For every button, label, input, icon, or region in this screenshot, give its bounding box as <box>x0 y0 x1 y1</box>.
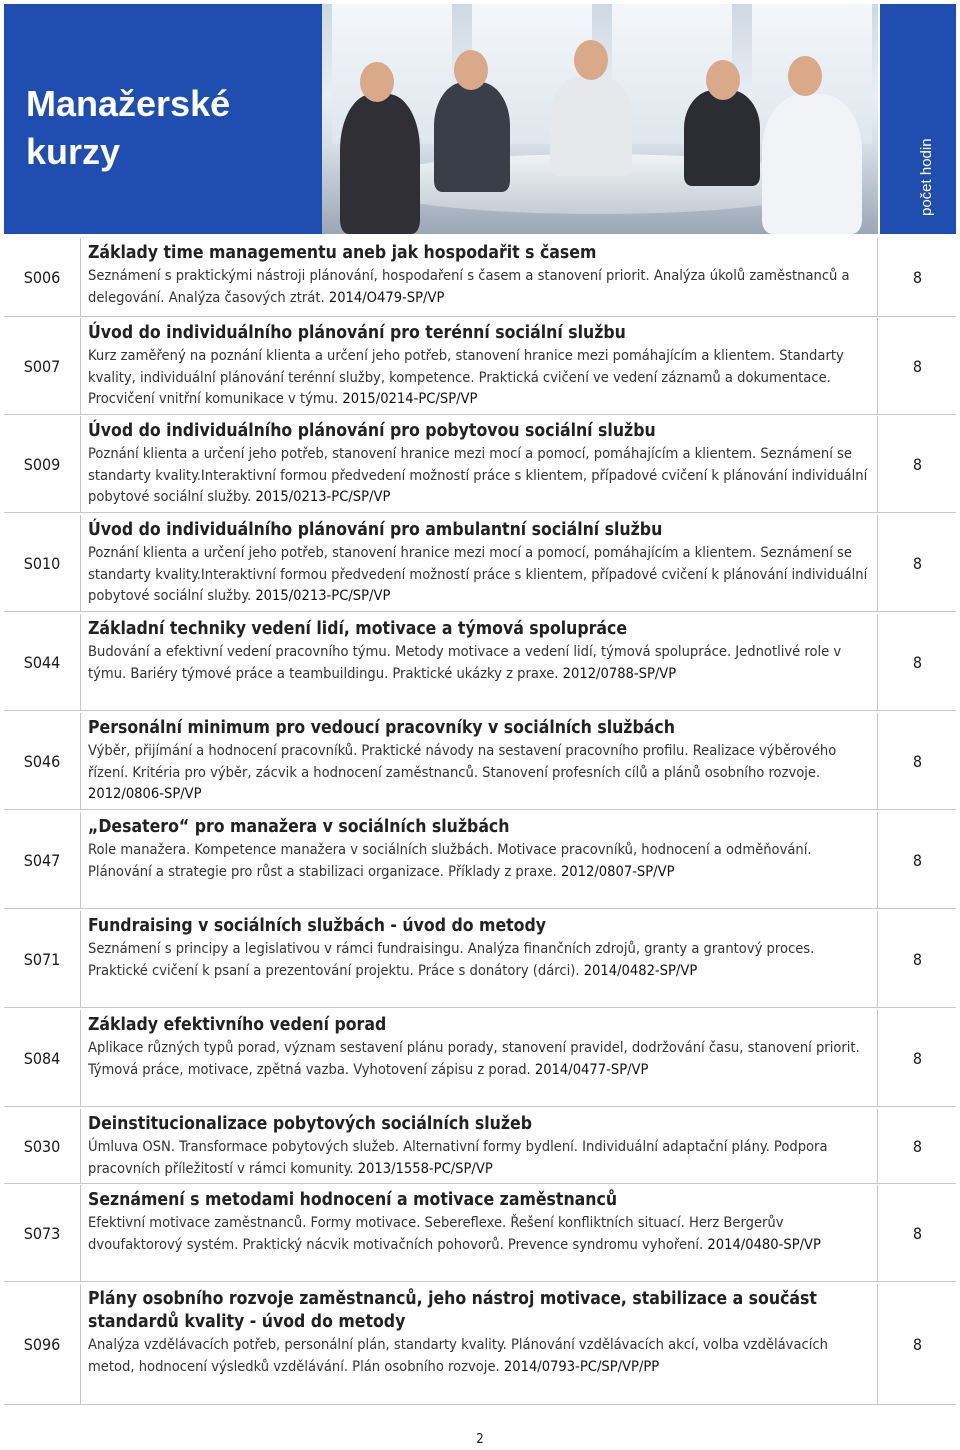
accreditation-number: 2015/0213-PC/SP/VP <box>255 587 391 604</box>
photo-person-head <box>788 56 822 96</box>
course-row <box>4 614 956 711</box>
course-title: Fundraising v sociálních službách - úvod do metody <box>88 916 547 936</box>
photo-person <box>684 90 760 186</box>
accreditation-number: 2015/0213-PC/SP/VP <box>255 488 391 505</box>
page-title: Manažerské kurzy <box>26 83 231 172</box>
course-description: Role manažera. Kompetence manažera v sociálních službách. Motivace pracovníků, hodnocení a odměňování. Plánování a strategie pro růst a stabilizaci organizace. Příklady z praxe. <box>88 841 812 880</box>
course-id: S007 <box>4 318 81 414</box>
course-hours: 8 <box>912 1048 923 1068</box>
course-body <box>81 1284 878 1404</box>
course-hours: 8 <box>912 1223 923 1243</box>
course-title: Úvod do individuálního plánování pro terénní sociální službu <box>88 323 626 343</box>
photo-person-head <box>360 62 394 102</box>
course-id: S006 <box>4 238 81 316</box>
course-body <box>81 416 878 512</box>
course-description-paragraph <box>88 1212 877 1255</box>
course-description-paragraph <box>88 641 877 684</box>
course-description-paragraph <box>88 839 877 882</box>
photo-person-head <box>706 60 740 100</box>
course-description: Budování a efektivní vedení pracovního týmu. Metody motivace a vedení lidí, týmová spolupráce. Jednotlivé role v týmu. Bariéry týmové práce a teambuildingu. Praktické ukázky z praxe. <box>88 643 842 682</box>
course-description-paragraph <box>88 345 877 410</box>
course-description-paragraph <box>88 1334 877 1377</box>
course-description: Poznání klienta a určení jeho potřeb, stanovení hranice mezi mocí a pomocí, pomáhajícím a klientem. Seznámení se standarty kvality.Interaktivní formou předvedení možností práce s klientem, případové cvičení k plánování individuální pobytové sociální služby. <box>88 544 868 604</box>
course-title: Deinstitucionalizace pobytových sociálních služeb <box>88 1114 532 1134</box>
hours-column-label: počet hodin <box>918 138 935 216</box>
course-row <box>4 515 956 612</box>
course-id: S046 <box>4 713 81 809</box>
photo-person <box>550 76 632 176</box>
course-title: Úvod do individuálního plánování pro ambulantní sociální službu <box>88 520 663 540</box>
course-description-paragraph <box>88 265 877 308</box>
course-title: Plány osobního rozvoje zaměstnanců, jeho nástroj motivace, stabilizace a součást standardů kvality - úvod do metody <box>88 1289 817 1332</box>
course-description: Seznámení s praktickými nástroji plánování, hospodaření s časem a stanovení priorit. Analýza úkolů zaměstnanců a delegování. Analýza časových ztrát. <box>88 267 850 306</box>
course-hours: 8 <box>912 751 923 771</box>
course-id: S010 <box>4 515 81 611</box>
course-title: Seznámení s metodami hodnocení a motivace zaměstnanců <box>88 1190 618 1210</box>
course-description-paragraph <box>88 740 877 805</box>
accreditation-number: 2013/1558-PC/SP/VP <box>357 1159 493 1177</box>
accreditation-number: 2012/0807-SP/VP <box>560 862 675 880</box>
photo-person <box>434 82 510 192</box>
course-row <box>4 1010 956 1107</box>
accreditation-number: 2014/O479-SP/VP <box>328 288 445 306</box>
course-body <box>81 515 878 611</box>
course-title: Úvod do individuálního plánování pro pobytovou sociální službu <box>88 421 656 441</box>
course-description: Výběr, přijímání a hodnocení pracovníků. Praktické návody na sestavení pracovního profilu. Realizace výběrového řízení. Kritéria pro výběr, zácvik a hodnocení zaměstnanců. Stanovení profesních cílů a plánů osobního rozvoje. <box>88 742 837 781</box>
course-id: S044 <box>4 614 81 710</box>
page-number: 2 <box>476 1432 484 1447</box>
course-row <box>4 812 956 909</box>
course-id: S084 <box>4 1010 81 1106</box>
course-description-paragraph <box>88 542 877 607</box>
course-hours: 8 <box>912 949 923 969</box>
photo-person <box>762 94 862 234</box>
accreditation-number: 2014/0480-SP/VP <box>707 1235 821 1253</box>
course-hours: 8 <box>912 1334 923 1354</box>
course-title: Personální minimum pro vedoucí pracovníky v sociálních službách <box>88 718 675 738</box>
course-description: Efektivní motivace zaměstnanců. Formy motivace. Sebereflexe. Řešení konfliktních situací. Herz Bergerův dvoufaktorový systém. Praktický nácvik motivačních pohovorů. Prevence syndromu vyhoření. <box>88 1214 784 1253</box>
course-body <box>81 1109 878 1183</box>
course-row <box>4 713 956 810</box>
course-row <box>4 911 956 1008</box>
course-row <box>4 1109 956 1184</box>
course-description: Úmluva OSN. Transformace pobytových služeb. Alternativní formy bydlení. Individuální adaptační plány. Podpora pracovních příležitostí v rámci komunity. <box>88 1138 828 1177</box>
course-hours: 8 <box>912 850 923 870</box>
accreditation-number: 2015/0214-PC/SP/VP <box>342 390 478 407</box>
course-description-paragraph <box>88 443 877 508</box>
course-body <box>81 1010 878 1106</box>
course-id: S009 <box>4 416 81 512</box>
accreditation-number: 2014/0793-PC/SP/VP/PP <box>503 1357 660 1375</box>
course-body <box>81 318 878 414</box>
course-hours: 8 <box>912 454 923 474</box>
course-id: S047 <box>4 812 81 908</box>
course-hours: 8 <box>912 652 923 672</box>
course-description: Analýza vzdělávacích potřeb, personální plán, standarty kvality. Plánování vzdělávacích akcí, volba vzdělávacích metod, hodnocení výsledků vzdělávání. Plán osobního rozvoje. <box>88 1336 828 1375</box>
course-description-paragraph <box>88 1136 877 1179</box>
course-description: Kurz zaměřený na poznání klienta a určení jeho potřeb, stanovení hranice mezi pomáhajícím a klientem. Standarty kvality, individuální plánování terénní služby, kompetence. Praktická cvičení ve vedení záznamů a dokumentace. Procvičení vnitřní komunikace v týmu. <box>88 347 844 407</box>
course-description: Aplikace různých typů porad, význam sestavení plánu porady, stanovení pravidel, dodržování času, stanovení priorit. Týmová práce, motivace, zpětná vazba. Vyhotovení zápisu z porad. <box>88 1039 860 1078</box>
course-row <box>4 318 956 415</box>
course-body <box>81 911 878 1007</box>
course-body <box>81 812 878 908</box>
accreditation-number: 2014/0482-SP/VP <box>583 961 698 979</box>
course-id: S096 <box>4 1284 81 1404</box>
accreditation-number: 2014/0477-SP/VP <box>534 1060 649 1078</box>
course-description: Seznámení s principy a legislativou v rámci fundraisingu. Analýza finančních zdrojů, granty a grantový proces. Praktické cvičení k psaní a prezentování projektu. Práce s donátory (dárci). <box>88 940 815 979</box>
course-row <box>4 238 956 317</box>
course-body <box>81 614 878 710</box>
course-title: „Desatero“ pro manažera v sociálních službách <box>88 817 510 837</box>
course-body <box>81 238 878 316</box>
course-hours: 8 <box>912 1136 923 1156</box>
course-title: Základy time managementu aneb jak hospodařit s časem <box>88 243 597 263</box>
course-hours: 8 <box>912 356 923 376</box>
photo-person-head <box>574 40 608 80</box>
course-title: Základní techniky vedení lidí, motivace a týmová spolupráce <box>88 619 628 639</box>
course-body <box>81 1185 878 1281</box>
course-row <box>4 1185 956 1282</box>
course-id: S073 <box>4 1185 81 1281</box>
course-body <box>81 713 878 809</box>
title-panel <box>4 4 322 234</box>
course-description: Poznání klienta a určení jeho potřeb, stanovení hranice mezi mocí a pomocí, pomáhajícím a klientem. Seznámení se standarty kvality.Interaktivní formou předvedení možností práce s klientem, případové cvičení k plánování individuální pobytové sociální služby. <box>88 445 868 505</box>
course-description-paragraph <box>88 938 877 981</box>
accreditation-number: 2012/0788-SP/VP <box>562 664 677 682</box>
photo-person <box>340 94 420 234</box>
page-header <box>0 0 960 234</box>
course-row <box>4 1284 956 1405</box>
accreditation-number: 2012/0806-SP/VP <box>88 785 202 802</box>
course-id: S071 <box>4 911 81 1007</box>
course-row <box>4 416 956 513</box>
hours-header-panel <box>880 4 956 234</box>
course-id: S030 <box>4 1109 81 1183</box>
photo-person-head <box>454 50 488 90</box>
meeting-photo <box>322 4 878 234</box>
course-description-paragraph <box>88 1037 877 1080</box>
course-hours: 8 <box>912 267 923 287</box>
course-hours: 8 <box>912 553 923 573</box>
course-title: Základy efektivního vedení porad <box>88 1015 387 1035</box>
